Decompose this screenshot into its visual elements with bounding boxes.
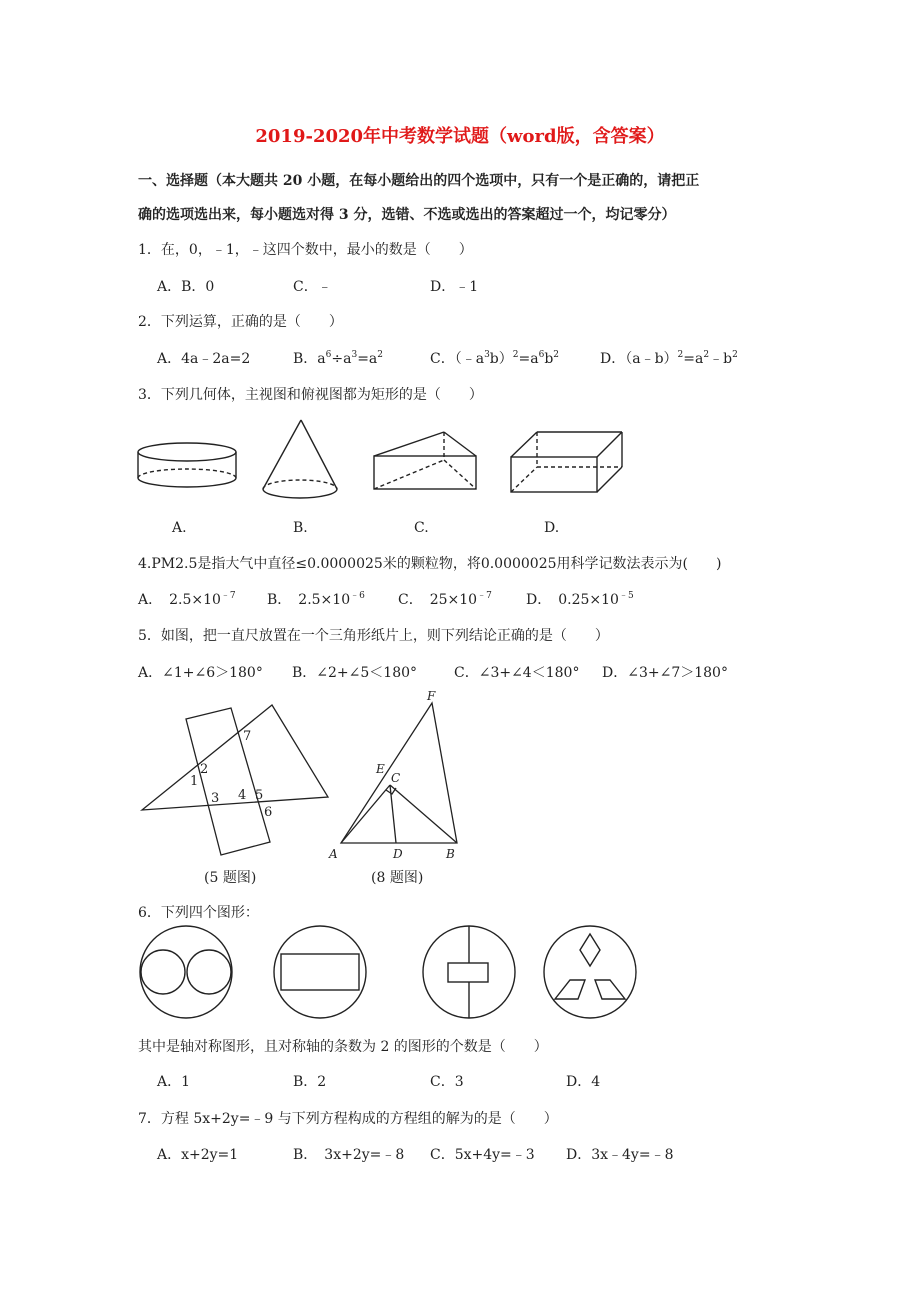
q3-label-a: A. <box>172 520 187 536</box>
figure-5-caption: (5 题图) <box>204 870 257 886</box>
circle-with-bar-figure <box>423 926 515 1018</box>
q7-option-a: A．x+2y=1 <box>157 1147 239 1163</box>
q6-option-a: A．1 <box>157 1074 191 1090</box>
q4-option-b: B． $2.5\times 10^{﹣6}$ <box>267 591 365 608</box>
fig8-label-e: E <box>376 762 385 776</box>
fig8-label-a: A <box>329 847 338 861</box>
fig5-label-3: 3 <box>211 791 220 806</box>
section-instructions-line1: 一、选择题（本大题共 20 小题，在每小题给出的四个选项中，只有一个是正确的，请把正 <box>138 173 700 189</box>
circle-with-rectangle-figure <box>274 926 366 1018</box>
section-instructions-line2: 确的选项选出来，每小题选对得 3 分，选错、不选或选出的答案超过一个，均记零分） <box>138 207 676 223</box>
fig8-label-d: D <box>393 847 403 861</box>
q6-option-b: B．2 <box>293 1074 327 1090</box>
q5-option-c: C．∠3+∠4＜180° <box>454 665 580 681</box>
circle-with-two-circles-figure <box>140 926 232 1018</box>
q5-option-b: B．∠2+∠5＜180° <box>292 665 418 681</box>
q7-option-d: D．3x﹣4y=﹣8 <box>566 1147 674 1163</box>
fig5-label-2: 2 <box>200 762 209 777</box>
q4-option-d: D． $0.25\times 10^{﹣5}$ <box>526 591 634 608</box>
q6-option-d: D．4 <box>566 1074 601 1090</box>
q7-option-b: B． 3x+2y=﹣8 <box>293 1147 405 1163</box>
q6-option-c: C．3 <box>430 1074 464 1090</box>
fig8-label-f: F <box>427 689 436 703</box>
page-title: 2019-2020年中考数学试题（word版，含答案） <box>255 126 665 147</box>
q7-option-c: C．5x+4y=﹣3 <box>430 1147 535 1163</box>
fig5-label-4: 4 <box>238 788 247 803</box>
figure-8-caption: (8 题图) <box>371 870 424 886</box>
circle-with-three-diamonds-figure <box>544 926 636 1018</box>
q2-option-d: D．$(a﹣b)^2=a^2﹣b^2$ <box>600 350 738 367</box>
q5-stem: 5．如图，把一直尺放置在一个三角形纸片上，则下列结论正确的是（ ） <box>138 628 609 644</box>
q3-stem: 3．下列几何体，主视图和俯视图都为矩形的是（ ） <box>138 387 483 403</box>
q3-label-d: D. <box>544 520 560 536</box>
fig8-label-b: B <box>446 847 455 861</box>
q4-stem: 4.PM2.5是指大气中直径≤0.0000025米的颗粒物，将0.0000025用科学记数法表示为( ) <box>138 556 722 572</box>
fig5-label-5: 5 <box>255 788 264 803</box>
q4-option-c: C． $25\times 10^{﹣7}$ <box>398 591 492 608</box>
fig8-label-c: C <box>391 771 401 785</box>
fig5-label-1: 1 <box>190 774 199 789</box>
q3-label-b: B. <box>293 520 308 536</box>
q6-stem: 6．下列四个图形： <box>138 905 259 921</box>
q6-question: 其中是轴对称图形，且对称轴的条数为 2 的图形的个数是（ ） <box>138 1039 548 1055</box>
q1-option-ab: A．B．0 <box>157 279 215 295</box>
q2-option-a: A．4a﹣2a=2 <box>157 351 251 367</box>
q5-option-a: A．∠1+∠6＞180° <box>138 665 263 681</box>
q2-stem: 2．下列运算，正确的是（ ） <box>138 314 343 330</box>
q1-option-c: C．﹣ <box>293 279 332 295</box>
q7-stem: 7．方程 5x+2y=﹣9 与下列方程构成的方程组的解为的是（ ） <box>138 1111 558 1127</box>
q3-label-c: C. <box>414 520 429 536</box>
q5-option-d: D．∠3+∠7＞180° <box>602 665 728 681</box>
q2-option-b: B．$a^6\div a^3=a^2$ <box>293 350 383 367</box>
q1-option-d: D．﹣1 <box>430 279 479 295</box>
fig5-label-7: 7 <box>243 729 252 744</box>
q2-option-c: C．$(﹣a^3b)^2=a^6b^2$ <box>430 350 560 367</box>
q1-stem: 1．在，0，﹣1，﹣这四个数中，最小的数是（ ） <box>138 242 473 258</box>
fig5-label-6: 6 <box>264 805 273 820</box>
q4-option-a: A． $2.5\times 10^{﹣7}$ <box>138 591 236 608</box>
